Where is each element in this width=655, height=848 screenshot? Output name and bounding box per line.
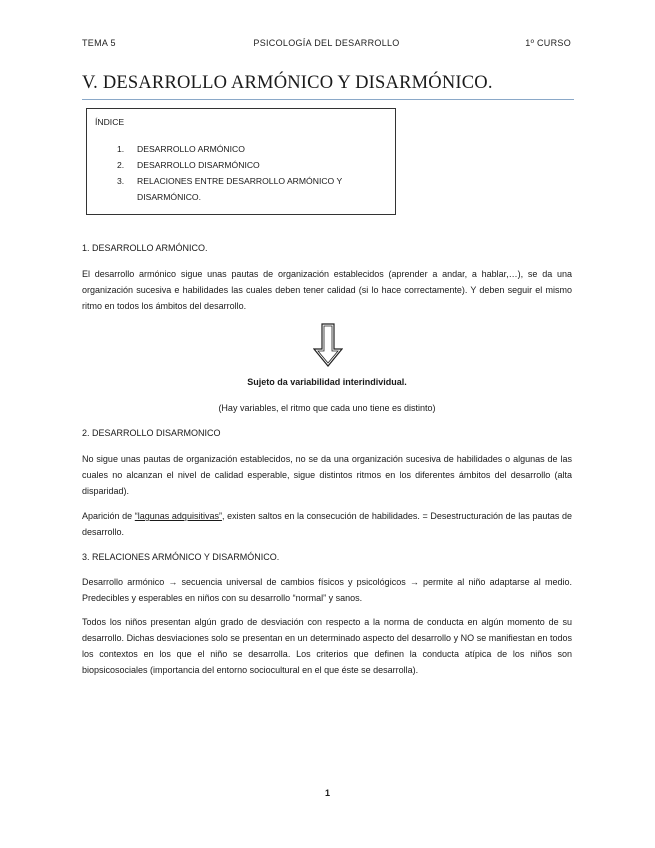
- index-box: [86, 108, 396, 215]
- section2-paragraph: No sigue unas pautas de organización establecidos, no se da una organización sucesiva de habilidades o algunas de las cuales no alcanzan el nivel de calidad esperable, sigue distintos ritmos en los diferentes ámbitos del desarrollo (alta disparidad).: [82, 454, 572, 496]
- section2-heading: 2. DESARROLLO DISARMONICO: [82, 428, 221, 438]
- section1-heading: 1. DESARROLLO ARMÓNICO.: [82, 243, 208, 253]
- section3-heading: 3. RELACIONES ARMÓNICO Y DISARMÓNICO.: [82, 552, 280, 562]
- index-item-text: DESARROLLO DISARMÓNICO: [137, 160, 260, 170]
- page-title: V. DESARROLLO ARMÓNICO Y DISARMÓNICO.: [82, 73, 574, 100]
- index-item-text: DESARROLLO ARMÓNICO: [137, 144, 245, 154]
- index-item-text: RELACIONES ENTRE DESARROLLO ARMÓNICO Y DISARMÓNICO.: [137, 176, 343, 202]
- section3-paragraph-1: Desarrollo armónico → secuencia universal de cambios físicos y psicológicos → permite al niño adaptarse al medio. Predecibles y esperables en niños con su desarrollo “normal” y sanos.: [82, 577, 572, 603]
- header-course: 1º CURSO: [525, 38, 571, 48]
- index-item: [95, 157, 387, 173]
- section2-paragraph-2: [82, 508, 572, 540]
- header-subject: PSICOLOGÍA DEL DESARROLLO: [253, 38, 400, 48]
- lagunas-term: “lagunas adquisitivas”: [134, 511, 222, 521]
- index-item-number: 1.: [117, 144, 125, 154]
- section3-paragraph-2: Todos los niños presentan algún grado de desviación con respecto a la norma de conducta en algún momento de su desarrollo. Dichas desviaciones solo se presentan en un determinado aspecto del desarrollo y NO se manifiestan en todos los contextos en los que el niño se desarrolla. Los criterios que definen la conducta atípica de los niños son biopsicosociales (importancia del entorno sociocultural en el que éste se desarrolla).: [82, 617, 572, 675]
- para2-suffix: , existen saltos en la consecución de habilidades. = Desestructuración de las pautas de desarrollo.: [82, 511, 572, 537]
- index-item: [95, 141, 387, 157]
- index-item-number: 3.: [117, 176, 125, 186]
- index-list: [95, 141, 387, 205]
- section1-emphasis: Sujeto da variabilidad interindividual.: [247, 377, 407, 387]
- page-number: 1: [324, 788, 330, 798]
- section1-paragraph: El desarrollo armónico sigue unas pautas de organización establecidos (aprender a andar, a hablar,…), se da una organización sucesiva e habilidades las cuales deben tener calidad (si lo hace correctamente). Y deben seguir el mismo ritmo en todos los ámbitos del desarrollo.: [82, 269, 572, 311]
- down-arrow-icon: [313, 323, 343, 367]
- index-heading: ÍNDICE: [95, 117, 125, 127]
- index-item: [95, 173, 387, 205]
- header-topic: TEMA 5: [82, 38, 116, 48]
- index-item-number: 2.: [117, 160, 125, 170]
- section1-note: (Hay variables, el ritmo que cada uno tiene es distinto): [218, 403, 436, 413]
- para2-prefix: Aparición de: [82, 511, 135, 521]
